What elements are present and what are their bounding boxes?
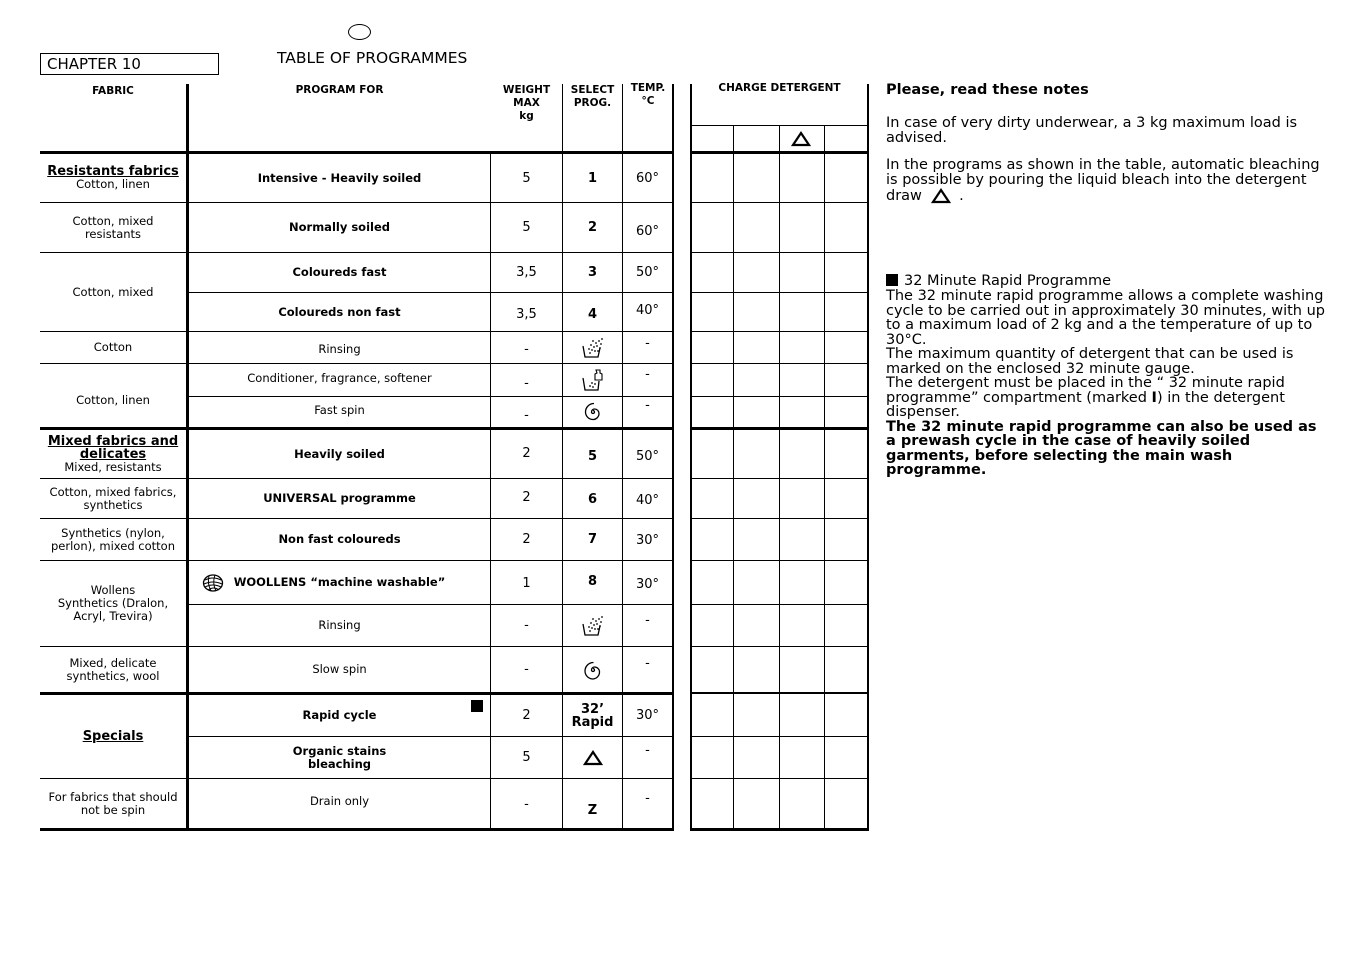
select-value: 32’ Rapid <box>571 701 614 730</box>
temp-value: 40° <box>635 493 660 508</box>
temp-value: - <box>645 790 650 806</box>
program-non-fast-coloureds: Non fast coloureds <box>278 532 401 546</box>
column-header-program: PROGRAM FOR <box>295 84 384 96</box>
select-value: 4 <box>587 306 598 322</box>
temp-value: 60° <box>635 224 660 239</box>
fabric-mixed-delicates: Mixed fabrics and delicates Mixed, resistants <box>47 433 179 474</box>
select-value: 1 <box>587 170 598 186</box>
program-drain-only: Drain only <box>309 794 370 808</box>
program-fast-spin: Fast spin <box>314 403 365 417</box>
temp-value: 30° <box>635 533 660 548</box>
weight-value: - <box>524 375 529 391</box>
column-header-select: SELECT PROG. <box>570 84 615 109</box>
select-value: 8 <box>587 574 598 589</box>
page-marker-oval <box>348 24 371 40</box>
weight-value: - <box>524 342 529 357</box>
program-conditioner: Conditioner, fragrance, softener <box>247 371 432 385</box>
fabric-specials: Specials <box>82 729 144 744</box>
bleach-triangle-icon <box>791 131 811 147</box>
temp-value: - <box>645 742 650 758</box>
select-value: 6 <box>587 492 598 507</box>
fabric-cotton-mixed-synthetics: Cotton, mixed fabrics, synthetics <box>49 484 177 512</box>
fabric-cotton-mixed-resistants: Cotton, mixed resistants <box>72 213 154 241</box>
column-header-fabric: FABRIC <box>92 85 134 97</box>
temp-value: 50° <box>635 265 660 280</box>
weight-value: - <box>524 618 529 633</box>
select-value: 3 <box>587 265 598 280</box>
fabric-cotton-linen: Cotton, linen <box>76 393 150 407</box>
fabric-woollens: Wollens Synthetics (Dralon, Acryl, Trevira) <box>57 583 169 623</box>
select-value: 2 <box>587 220 598 235</box>
bleach-triangle-icon <box>931 188 951 204</box>
fabric-cotton-mixed: Cotton, mixed <box>72 284 154 299</box>
program-organic-bleaching: Organic stains bleaching <box>292 743 387 771</box>
temp-value: - <box>645 397 650 413</box>
chapter-label: CHAPTER 10 <box>40 53 219 75</box>
temp-value: 60° <box>635 170 660 186</box>
page-title: TABLE OF PROGRAMMES <box>277 49 468 67</box>
rinse-icon <box>563 332 622 363</box>
program-coloureds-fast: Coloureds fast <box>292 265 387 279</box>
select-value: 5 <box>587 448 598 464</box>
weight-value: - <box>524 797 529 812</box>
weight-value: 3,5 <box>516 306 537 322</box>
select-value: Z <box>587 802 598 818</box>
program-intensive: Intensive - Heavily soiled <box>257 170 422 185</box>
fabric-mixed-delicate-wool: Mixed, delicate synthetics, wool <box>66 655 160 683</box>
temp-value: 30° <box>635 708 660 723</box>
fabric-synthetics: Synthetics (nylon, perlon), mixed cotton <box>50 525 175 553</box>
program-heavily-soiled: Heavily soiled <box>294 446 385 461</box>
notes-paragraph-2: In the programs as shown in the table, automatic bleaching is possible by pouring the liquid bleach into the detergent draw . <box>886 157 1320 204</box>
weight-value: 1 <box>522 576 531 591</box>
temp-value: 50° <box>635 448 660 464</box>
weight-value: 3,5 <box>516 265 537 280</box>
slow-spin-icon <box>563 647 622 692</box>
program-rapid-cycle: Rapid cycle <box>302 708 377 722</box>
temp-value: - <box>645 612 650 628</box>
fabric-no-spin: For fabrics that should not be spin <box>48 789 178 817</box>
weight-value: 2 <box>522 445 531 461</box>
temp-value: - <box>645 655 650 671</box>
program-woollens: WOOLLENS “machine washable” <box>233 575 446 589</box>
notes-heading: Please, read these notes <box>886 82 1089 98</box>
program-normally-soiled: Normally soiled <box>289 220 390 234</box>
column-header-weight: WEIGHT MAX kg <box>502 84 551 122</box>
weight-value: 2 <box>522 490 531 505</box>
temp-value: - <box>645 335 650 351</box>
temp-value: - <box>645 366 650 382</box>
weight-value: 2 <box>522 708 531 723</box>
notes-paragraph-1: In case of very dirty underwear, a 3 kg maximum load is advised. <box>886 115 1298 146</box>
fast-spin-icon <box>563 397 622 427</box>
weight-value: - <box>524 407 529 423</box>
weight-value: 2 <box>522 532 531 547</box>
column-header-temp: TEMP. °C <box>630 82 666 107</box>
weight-value: - <box>524 662 529 677</box>
rapid-heading: 32 Minute Rapid Programme <box>886 274 1326 289</box>
rapid-marker-square <box>886 274 898 286</box>
softener-icon <box>563 364 622 396</box>
rinse-icon <box>563 605 622 646</box>
bleach-triangle-icon <box>563 737 622 778</box>
program-slow-spin: Slow spin <box>312 662 367 676</box>
weight-value: 5 <box>522 170 531 186</box>
weight-value: 5 <box>522 750 531 765</box>
rapid-description: The 32 minute rapid programme allows a complete washing cycle to be carried out in approximately 30 minutes, with up to a maximum load of 2 kg and a the temperature of up to 30°C. The maximum quantity of detergent that can be used is marked on the enclosed 32 minute gauge. The detergent must be placed in the “ 32 minute rapid programme” compartment (marked I) in the detergent dispenser. The 32 minute rapid programme can also be used as a prewash cycle in the case of heavily soiled garments, before selecting the main wash programme. <box>886 288 1326 478</box>
program-universal: UNIVERSAL programme <box>263 491 416 505</box>
program-rinsing-wool: Rinsing <box>318 618 361 632</box>
temp-value: 40° <box>635 302 660 318</box>
weight-value: 5 <box>522 220 531 235</box>
program-rinsing: Rinsing <box>318 342 361 356</box>
fabric-resistant: Resistants fabrics Cotton, linen <box>47 164 179 191</box>
column-header-charge-detergent: CHARGE DETERGENT <box>718 82 841 94</box>
fabric-cotton: Cotton <box>93 340 133 354</box>
temp-value: 30° <box>635 577 660 592</box>
select-value: 7 <box>587 532 598 547</box>
program-coloureds-non-fast: Coloureds non fast <box>278 304 401 319</box>
